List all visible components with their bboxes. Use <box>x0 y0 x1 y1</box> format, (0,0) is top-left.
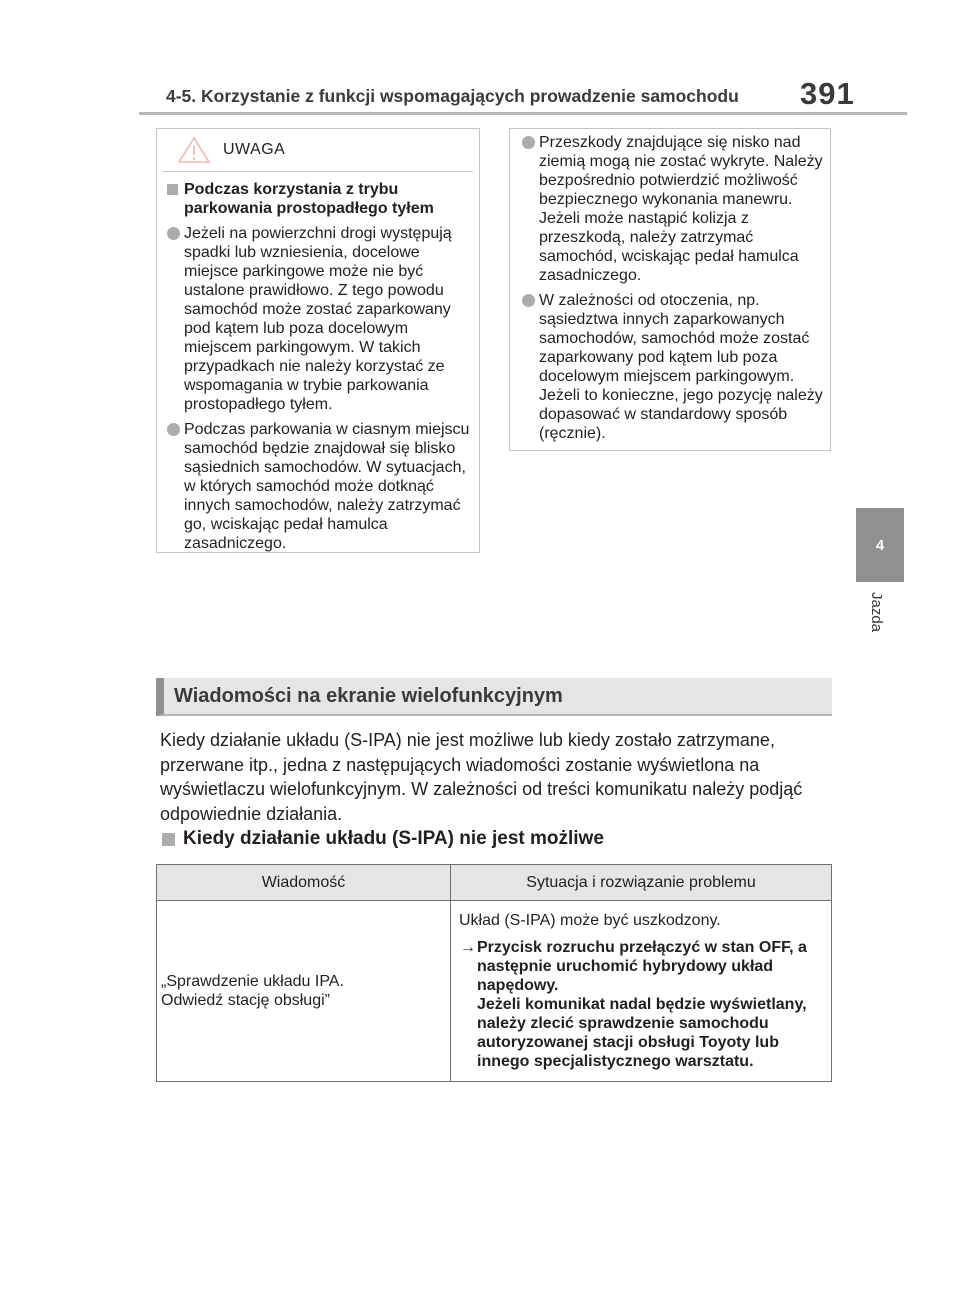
table-header-row <box>157 865 832 901</box>
chapter-number: 4 <box>875 536 885 554</box>
warning-item-text: Podczas parkowania w ciasnym miejscu samochód będzie znajdował się blisko sąsiednich samochodów. W sytuacjach, w których samochód może dotknąć innych samochodów, należy zatrzymać go, wciskając pedał hamulca zasadniczego. <box>184 421 470 552</box>
messages-table <box>156 864 832 1082</box>
round-bullet-icon <box>167 423 180 436</box>
warning-triangle-icon <box>177 136 211 164</box>
round-bullet-icon <box>522 294 535 307</box>
situation-text: Układ (S-IPA) może być uszkodzony. <box>459 912 721 929</box>
warning-subheading <box>165 180 473 218</box>
warning-item <box>520 133 826 285</box>
chapter-label: Jazda <box>868 592 885 633</box>
running-header: 4-5. Korzystanie z funkcji wspomagających prowadzenie samochodu <box>166 86 739 106</box>
message-cell <box>157 901 451 1082</box>
subsection-heading <box>160 828 604 850</box>
warning-item <box>520 291 826 443</box>
page-number: 391 <box>800 76 855 111</box>
table-row <box>157 901 832 1082</box>
square-bullet-icon <box>162 833 175 846</box>
column-header-situation: Sytuacja i rozwiązanie problemu <box>451 865 832 901</box>
round-bullet-icon <box>522 136 535 149</box>
warning-title: UWAGA <box>223 141 286 158</box>
message-line: „Sprawdzenie układu IPA. <box>161 973 344 990</box>
warning-item-text: W zależności od otoczenia, np. sąsiedztwa innych zaparkowanych samochodów, samochód może zostać zaparkowany pod kątem lub poza docelowym miejscem parkingowym. Jeżeli to konieczne, jego pozycję należy dopasować w standardowy sposób (ręcznie). <box>539 292 823 442</box>
warning-item-text: Przeszkody znajdujące się nisko nad ziemią mogą nie zostać wykryte. Należy bezpośrednio potwierdzić możliwość bezpiecznego wykonania manewru. Jeżeli może nastąpić kolizja z przeszkodą, należy zatrzymać samochód, wciskając pedał hamulca zasadniczego. <box>539 134 823 284</box>
section-intro: Kiedy działanie układu (S-IPA) nie jest możliwe lub kiedy zostało zatrzymane, przerwane itp., jedna z następujących wiadomości zostanie wyświetlona na wyświetlaczu wielofunkcyjnym. W zależności od treści komunikatu należy podjąć odpowiednie działania. <box>160 730 803 824</box>
warning-box <box>156 128 480 553</box>
warning-item <box>165 224 473 414</box>
arrow-right-icon: → <box>460 939 476 956</box>
round-bullet-icon <box>167 227 180 240</box>
action-note: Jeżeli komunikat nadal będzie wyświetlany, należy zlecić sprawdzenie samochodu autoryzowanej stacji obsługi Toyoty lub innego specjalistycznego warsztatu. <box>477 996 807 1070</box>
warning-header <box>163 129 473 172</box>
warning-item <box>165 420 473 553</box>
square-bullet-icon <box>167 184 178 195</box>
header-rule <box>139 112 907 115</box>
section-heading: Wiadomości na ekranie wielofunkcyjnym <box>156 678 832 716</box>
subsection-heading-text: Kiedy działanie układu (S-IPA) nie jest możliwe <box>183 828 604 849</box>
situation-cell <box>451 901 832 1082</box>
warning-item-text: Jeżeli na powierzchni drogi występują spadki lub wzniesienia, docelowe miejsce parkingowe może nie być ustalone prawidłowo. Z tego powodu samochód może zostać zaparkowany pod kątem lub poza docelowym miejscem parkingowym. W takich przypadkach nie należy korzystać ze wspomagania w trybie parkowania prostopadłego tyłem. <box>184 225 452 413</box>
action-step <box>459 938 823 1071</box>
warning-continuation-box <box>509 128 831 451</box>
message-line: Odwiedź stację obsługi” <box>161 992 330 1009</box>
chapter-tab <box>856 508 904 582</box>
action-text: Przycisk rozruchu przełączyć w stan OFF, a następnie uruchomić hybrydowy układ napędowy. <box>477 939 807 994</box>
warning-subheading-text: Podczas korzystania z trybu parkowania prostopadłego tyłem <box>184 181 434 217</box>
column-header-message: Wiadomość <box>157 865 451 901</box>
